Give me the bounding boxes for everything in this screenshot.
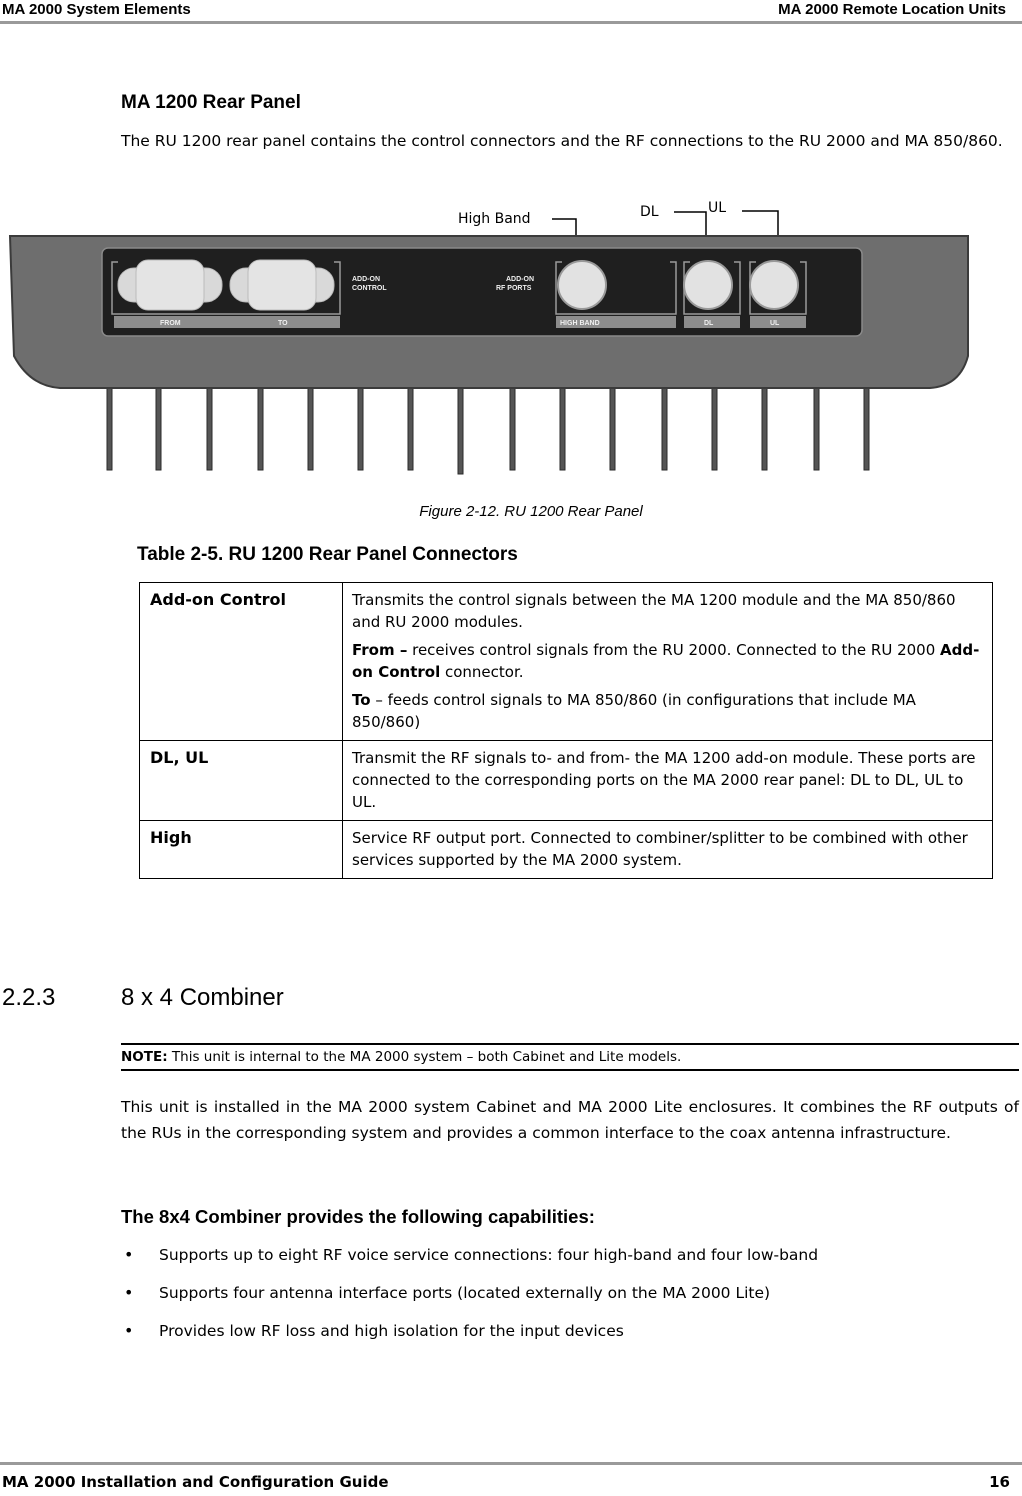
table-caption: Table 2-5. RU 1200 Rear Panel Connectors [137, 544, 518, 565]
rear-panel-figure [0, 196, 1000, 486]
capabilities-list [121, 1242, 818, 1356]
from-text-1: receives control signals from the RU 2000. Connected to the RU 2000 [407, 641, 941, 659]
from-text-2: connector. [440, 663, 524, 681]
capabilities-title: The 8x4 Combiner provides the following capabilities: [121, 1206, 595, 1227]
callout-dl: DL [640, 204, 659, 220]
panel-legs [107, 388, 869, 474]
panel-label-high-band: HIGH BAND [560, 320, 600, 327]
note-box [121, 1043, 1019, 1071]
connectors-table [139, 582, 993, 879]
section-number: 2.2.3 [2, 984, 56, 1011]
header-left: MA 2000 System Elements [2, 1, 191, 18]
to-text: – feeds control signals to MA 850/860 (in configurations that include MA 850/860) [352, 691, 916, 731]
figure-caption: Figure 2-12. RU 1200 Rear Panel [419, 503, 643, 520]
table-row [140, 821, 993, 879]
callout-ul: UL [708, 200, 727, 216]
list-item: • Supports up to eight RF voice service connections: four high-band and four low-band [121, 1242, 818, 1280]
high-band-port [558, 261, 606, 309]
panel-label-from: FROM [160, 320, 181, 327]
table-row [140, 741, 993, 821]
dl-port [684, 261, 732, 309]
row1-desc: Transmits the control signals between the MA 1200 module and the MA 850/860 and RU 2000 modules. [352, 591, 956, 631]
note-text: This unit is internal to the MA 2000 system – both Cabinet and Lite models. [167, 1049, 682, 1065]
row1-from [352, 639, 983, 683]
from-label: From – [352, 641, 408, 659]
table-cell-desc: Transmit the RF signals to- and from- the MA 1200 add-on module. These ports are connected to the corresponding ports on the MA 2000 rear panel: DL to DL, UL to UL. [343, 741, 993, 821]
callout-high-band: High Band [458, 211, 531, 227]
table-cell-key: High [140, 821, 343, 879]
combiner-title: 8 x 4 Combiner [121, 984, 284, 1011]
page-header [0, 0, 1022, 24]
table-cell-key: Add-on Control [140, 583, 343, 741]
combiner-heading [2, 984, 284, 1012]
header-right: MA 2000 Remote Location Units [778, 1, 1006, 18]
panel-label-to: TO [278, 320, 288, 327]
combiner-body: This unit is installed in the MA 2000 system Cabinet and MA 2000 Lite enclosures. It combines the RF outputs of the RUs in the corresponding system and provides a common interface to the coax antenna infrastructure. [121, 1098, 1019, 1142]
page-footer [0, 1462, 1022, 1496]
panel-label-addon-rf-1: ADD-ON [506, 276, 534, 283]
section-title: MA 1200 Rear Panel [121, 92, 301, 113]
row1-to [352, 689, 983, 733]
section-intro: The RU 1200 rear panel contains the control connectors and the RF connections to the RU 2000 and MA 850/860. [121, 132, 1003, 150]
note-label: NOTE: [121, 1049, 168, 1065]
panel-label-addon-control-2: CONTROL [352, 285, 387, 292]
panel-label-addon-rf-2: RF PORTS [496, 285, 532, 292]
table-cell-key: DL, UL [140, 741, 343, 821]
panel-label-ul: UL [770, 320, 780, 327]
list-item: • Supports four antenna interface ports (located externally on the MA 2000 Lite) [121, 1280, 818, 1318]
panel-label-dl: DL [704, 320, 714, 327]
table-row [140, 583, 993, 741]
page-number: 16 [989, 1473, 1010, 1491]
to-label: To [352, 691, 371, 709]
table-cell-desc [343, 583, 993, 741]
footer-left: MA 2000 Installation and Configuration Guide [2, 1473, 389, 1491]
table-cell-desc: Service RF output port. Connected to combiner/splitter to be combined with other services supported by the MA 2000 system. [343, 821, 993, 879]
ul-port [750, 261, 798, 309]
list-item: • Provides low RF loss and high isolation for the input devices [121, 1318, 818, 1356]
from-bold: Add-on Control [352, 641, 980, 681]
panel-label-addon-control-1: ADD-ON [352, 276, 380, 283]
